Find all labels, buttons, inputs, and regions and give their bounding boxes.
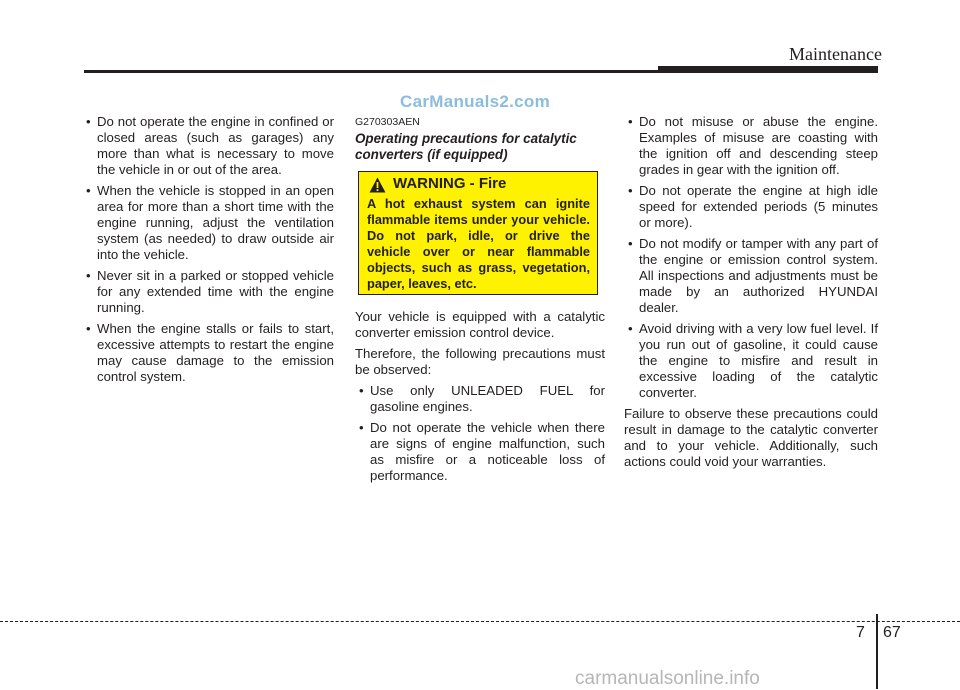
watermark-top[interactable]: CarManuals2.com [400, 92, 550, 111]
middle-column [355, 114, 605, 489]
list-item: • Do not operate the engine at high idle speed for extended periods (5 minutes or more). [624, 183, 878, 231]
warning-title: WARNING - Fire [393, 175, 507, 192]
right-bullet-list [624, 114, 878, 401]
section-title: Operating precautions for catalytic converters (if equipped) [355, 131, 577, 162]
middle-bullet-list [355, 383, 605, 484]
warning-box [358, 171, 598, 295]
list-item: • When the engine stalls or fails to start, excessive attempts to restart the engine may cause damage to the emission control system. [82, 321, 334, 385]
list-item: • Use only UNLEADED FUEL for gasoline engines. [355, 383, 605, 415]
paragraph: Your vehicle is equipped with a catalytic converter emission control device. [355, 309, 605, 340]
warning-triangle-icon [369, 177, 386, 193]
right-column [624, 114, 878, 475]
left-column [82, 114, 334, 390]
section-code: G270303AEN [355, 116, 420, 128]
list-item: • When the vehicle is stopped in an open area for more than a short time with the engine running, adjust the ventilation system (as needed) to draw outside air into the vehicle. [82, 183, 334, 263]
closing-paragraph: Failure to observe these precautions could result in damage to the catalytic converter and to your vehicle. Additionally, such actions could void your warranties. [624, 406, 878, 469]
list-item: • Do not modify or tamper with any part of the engine or emission control system. All inspections and adjustments must be made by an authorized HYUNDAI dealer. [624, 236, 878, 316]
chapter-number: 7 [856, 624, 865, 641]
page-number-divider [876, 614, 878, 689]
page-number: 67 [883, 624, 901, 641]
list-item: • Avoid driving with a very low fuel level. If you run out of gasoline, it could cause the engine to misfire and result in excessive loading of the catalytic converter. [624, 321, 878, 401]
watermark-bottom[interactable]: carmanualsonline.info [575, 668, 760, 689]
left-bullet-list [82, 114, 334, 385]
page-header-title: Maintenance [789, 44, 882, 64]
list-item: • Never sit in a parked or stopped vehicle for any extended time with the engine running. [82, 268, 334, 316]
header-rule [84, 70, 878, 73]
list-item: • Do not operate the engine in confined or closed areas (such as garages) any more than what is necessary to move the vehicle in or out of the area. [82, 114, 334, 178]
list-item: • Do not operate the vehicle when there are signs of engine malfunction, such as misfire or a noticeable loss of performance. [355, 420, 605, 484]
list-item: • Do not misuse or abuse the engine. Examples of misuse are coasting with the ignition off and descending steep grades in gear with the ignition off. [624, 114, 878, 178]
paragraph: Therefore, the following precautions must be observed: [355, 346, 605, 377]
warning-text: A hot exhaust system can ignite flammable items under your vehicle. Do not park, idle, or drive the vehicle over or near flammable objects, such as grass, vegetation, paper, leaves, etc. [367, 196, 590, 291]
footer-rule [0, 621, 960, 622]
